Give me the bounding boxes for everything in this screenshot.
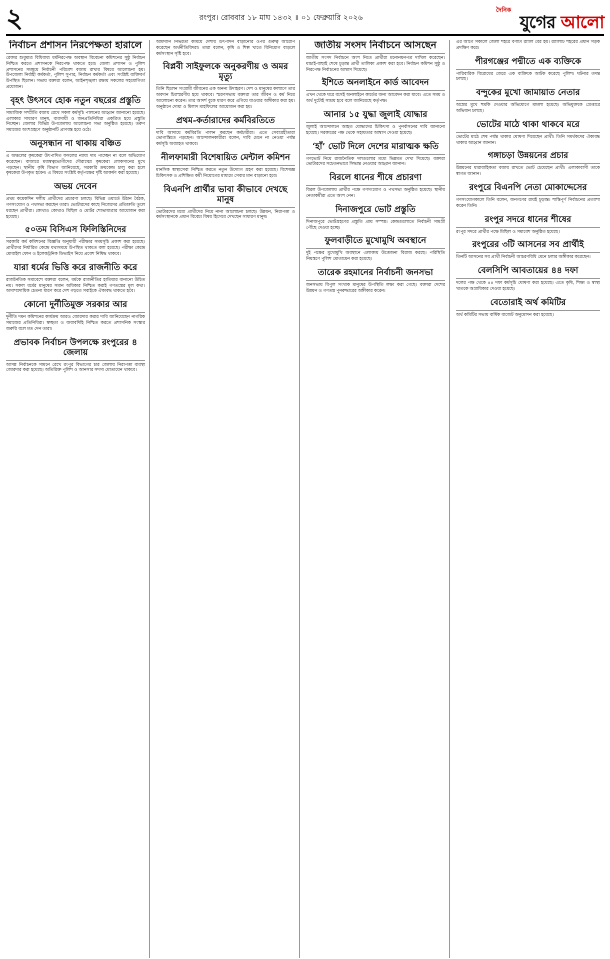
story-body <box>306 188 445 200</box>
column-4 <box>456 40 600 958</box>
news-story <box>456 119 600 147</box>
story-text: ভোটের মাঠে শেষ পর্যন্ত থাকার ঘোষণা দিয়েছেন প্রার্থী। তিনি সমর্থকদের ঐক্যবদ্ধ থাকার আহ্বান জানান। <box>456 134 600 146</box>
story-body <box>156 40 295 57</box>
news-story <box>306 77 445 105</box>
story-headline: রংপুর সদরে ধানের শীষের <box>456 214 600 228</box>
story-text: সামাজিক সম্প্রীতি বজায় রেখে সকল কর্মসূচি পালনের আহ্বান জানানো হয়েছে। এলাকার সাধারণ মানুষ, ব্যবসায়ী ও জনপ্রতিনিধিরা একত্রিত হয়ে প্রস্তুতি নিচ্ছেন। জেলার বিভিন্ন উপজেলায় আলোচনা সভা অনুষ্ঠিত হয়েছে। তরুণ সমাজের অংশগ্রহণে অনুষ্ঠানটি প্রাণবন্ত হয়ে ওঠে। <box>6 110 145 134</box>
news-story <box>456 87 600 115</box>
story-text: তিনটি আসনের সব প্রার্থী নির্বাচনী আচরণবিধি মেনে চলার অঙ্গীকার করেছেন। <box>456 255 591 261</box>
news-story <box>306 172 445 200</box>
story-text: দুর্নীতি দমন কমিশনের কার্যক্রম আরও জোরদার করার দাবি জানিয়েছেন নাগরিক সমাজের প্রতিনিধিরা। স্বচ্ছতা ও জবাবদিহি নিশ্চিত করতে প্রশাসনিক সংস্কার জরুরি বলে মত দেন তারা। <box>6 315 145 332</box>
story-body <box>156 210 295 222</box>
news-story <box>456 239 600 261</box>
news-story <box>6 262 145 295</box>
story-headline: বেলসিপি আবতায়ের ৪৪ দফা <box>456 265 600 279</box>
story-body <box>6 111 145 134</box>
column-1 <box>6 40 150 958</box>
news-story <box>306 109 445 137</box>
story-body <box>6 56 145 91</box>
story-body <box>156 131 295 148</box>
news-story <box>6 337 145 375</box>
story-body <box>456 281 600 293</box>
news-story <box>456 297 600 319</box>
story-body <box>6 363 145 375</box>
story-text: পারিবারিক বিরোধের জেরে এক ব্যক্তিকে আটক করেছে পুলিশ। ঘটনার তদন্ত চলছে। <box>456 71 600 83</box>
story-headline: দিনাজপুরে ভোট প্রস্তুতি <box>306 204 445 218</box>
news-story <box>306 141 445 169</box>
story-headline: গঙ্গাচড়া উন্নয়নের প্রচার <box>456 150 600 164</box>
story-text: এর আগে সকালে জেলা শহরে বর্ণাঢ্য র‍্যালি বের হয়। র‍্যালিটি শহরের প্রধান সড়ক প্রদক্ষিণ করে। <box>456 40 600 51</box>
story-text: রংপুর সদরে প্রার্থীর পক্ষে মিছিল ও সমাবেশ অনুষ্ঠিত হয়েছে। <box>456 229 560 235</box>
story-text: প্রথম কয়েকদিন দলীয় প্রার্থীদের প্রচারণা চলছে। বিভিন্ন ওয়ার্ডে উঠান বৈঠক, গণসংযোগ ও পথসভা করছেন তারা। ভোটারদের কাছে নিজেদের প্রতিশ্রুতি তুলে ধরছেন প্রার্থীরা। কোথাও কোথাও মিছিল ও মোটর শোভাযাত্রার আয়োজন করা হয়েছে। <box>6 197 145 220</box>
news-story <box>6 95 145 134</box>
story-text: দলের পক্ষ থেকে ৪৪ দফা কর্মসূচি ঘোষণা করা হয়েছে। এতে কৃষি, শিক্ষা ও স্বাস্থ্য খাতকে অগ্রাধিকার দেওয়া হয়েছে। <box>456 281 600 292</box>
story-body <box>306 125 445 137</box>
story-headline: বেতোরাই অর্থ কমিটির <box>456 297 600 311</box>
story-headline: অনুসন্ধান না থাকায় বঞ্চিত <box>6 138 145 152</box>
story-headline: ইশিতে অনলাইনে কার্ড আবেদন <box>306 77 445 91</box>
story-headline: রংপুরে বিএনপি নেতা মোকাদ্দেসের <box>456 182 600 196</box>
news-story <box>456 40 600 52</box>
story-text: রেফার শুধুমাত্র বিধিবাধ্য ধর্মনিরপেক্ষ অবস্থান বিবেচনা কমিশনের সুষ্ঠু নির্বাচন নিশ্চিত করতে প্রশাসনকে নিরপেক্ষ থাকতে হবে। জেলা প্রশাসন ও পুলিশ প্রশাসনের সমন্বয়ে নির্বাচনী পরিবেশ বজায় রাখার বিষয়ে আলোচনা হয়। উপজেলা নির্বাহী কর্মকর্তা, পুলিশ সুপার, নির্বাচন কর্মকর্তা এবং সংশ্লিষ্ট ব্যক্তিবর্গ উপস্থিত ছিলেন। সভায় বক্তারা বলেন, আইনশৃঙ্খলা রক্ষায় সকলের সহযোগিতা প্রয়োজন। <box>6 56 145 90</box>
column-2 <box>156 40 300 958</box>
story-text: ভোটারদের মধ্যে প্রার্থীদের নিয়ে নানা আলোচনা চলছে। উন্নয়ন, নিরাপত্তা ও কর্মসংস্থানকে প্রধান বিবেচ্য বিষয় হিসেবে দেখছেন সাধারণ মানুষ। <box>156 209 295 221</box>
story-headline: বৃহৎ উৎসবে হোক নতুন বছরের প্রস্তুতি <box>6 95 145 109</box>
story-headline: নির্বাচন প্রশাসন নিরপেক্ষতা হারালে <box>6 40 145 54</box>
story-text: এখন থেকে ঘরে বসেই অনলাইনে কার্ডের জন্য আবেদন করা যাবে। এতে সময় ও অর্থ দুটোই সাশ্রয় হবে বলে জানিয়েছে কর্তৃপক্ষ। <box>306 93 445 105</box>
story-headline: ৫০তম বিসিএস ফিলিস্তিনিদের <box>6 224 145 238</box>
news-story <box>456 214 600 236</box>
column-3 <box>306 40 450 958</box>
story-headline: ‘হাঁ’ ভোট দিলে দেশের মারাত্মক ক্ষতি <box>306 141 445 155</box>
story-text: অর্থ কমিটির সভায় বার্ষিক বাজেট অনুমোদন করা হয়েছে। <box>456 312 554 318</box>
story-text: জনসভায় বিপুল সংখ্যক মানুষের উপস্থিতি লক্ষ্য করা গেছে। বক্তারা দেশের উন্নয়ন ও গণতন্ত্র পুনরুদ্ধারের অঙ্গীকার করেন। <box>306 282 445 294</box>
news-story <box>456 265 600 293</box>
story-headline: প্রথম-কর্তারাদের কর্মবিরতিতে <box>156 115 295 129</box>
story-body <box>456 313 600 319</box>
news-story <box>156 152 295 180</box>
story-body <box>456 103 600 115</box>
dateline: রংপুর। রোববার ১৮ মাঘ ১৪৩২ ॥ ০১ ফেব্রুয়ারি ২০২৬ <box>199 13 363 22</box>
story-text: বিরল উপজেলায় প্রার্থীর পক্ষে গণসংযোগ ও পথসভা অনুষ্ঠিত হয়েছে। স্থানীয় নেতাকর্মীরা এতে অংশ নেন। <box>306 188 445 199</box>
story-body <box>6 154 145 177</box>
story-headline: বিএনপি প্রার্থীর ভাবা কীভাবে দেখছে মানুষ <box>156 184 295 208</box>
news-story <box>6 299 145 332</box>
story-headline: তারেক রহমানের নির্বাচনী জনসভা <box>306 267 445 281</box>
page-number: ২ <box>6 4 23 34</box>
story-body <box>456 135 600 147</box>
story-text: রাজনৈতিক সমাবেশে বক্তারা বলেন, ধর্মকে রাজনীতির হাতিয়ার বানানো উচিত নয়। সকল ধর্মের মানুষের সমান অধিকার নিশ্চিত করাই গণতন্ত্রের মূল কথা। অসাম্প্রদায়িক চেতনা ধারণ করে দেশ গড়তে সবাইকে ঐক্যবদ্ধ থাকতে হবে। <box>6 277 145 295</box>
story-body <box>456 230 600 236</box>
story-body <box>306 56 445 73</box>
story-headline: যারা ধর্মের ভিত্তি করে রাজনীতি করে <box>6 262 145 276</box>
news-story <box>6 40 145 91</box>
story-text: দুই পক্ষের মুখোমুখি অবস্থানে এলাকায় উত্তেজনা বিরাজ করছে। পরিস্থিতি নিয়ন্ত্রণে পুলিশ মোতায়েন করা হয়েছে। <box>306 251 445 263</box>
story-body <box>6 315 145 332</box>
story-headline: অভয় দেবেন <box>6 181 145 195</box>
story-headline: রংপুরের ৩টি আসনের সব প্রার্থীই <box>456 239 600 253</box>
story-text: মানসিক স্বাস্থ্যসেবা নিশ্চিত করতে নতুন উদ্যোগ গ্রহণ করা হয়েছে। বিশেষজ্ঞ চিকিৎসক ও প্রশিক্ষিত কর্মী নিয়োগের মাধ্যমে সেবার মান বাড়ানো হবে। <box>156 167 295 179</box>
story-text: আসন্ন নির্বাচনকে সামনে রেখে রংপুর বিভাগের চার জেলায় নিরাপত্তা ব্যবস্থা জোরদার করা হয়েছে। অতিরিক্ত পুলিশ ও আনসার সদস্য মোতায়েন থাকবে। <box>6 362 145 374</box>
story-headline: ফুলবাড়ীতে মুখোমুখি অবস্থানে <box>306 235 445 249</box>
story-text: অস্ত্রের মুখে হুমকি দেওয়ার অভিযোগে মামলা হয়েছে। অভিযুক্তকে গ্রেপ্তারে অভিযান চলছে। <box>456 103 600 114</box>
story-headline: পীরগঞ্জের পদ্মীতে এক ব্যক্তিকে <box>456 56 600 70</box>
story-body <box>306 93 445 105</box>
story-body <box>456 40 600 52</box>
logo-daily: দৈনিক <box>496 7 512 14</box>
story-body <box>456 72 600 84</box>
news-story <box>156 40 295 57</box>
logo-name-red: আলো <box>560 13 604 33</box>
news-story <box>456 150 600 178</box>
columns <box>6 40 604 958</box>
news-story <box>306 204 445 232</box>
news-story <box>156 61 295 110</box>
story-headline: বিরলে ধানের শীষে প্রচারণা <box>306 172 445 186</box>
story-body <box>456 166 600 178</box>
story-body <box>6 197 145 220</box>
story-text: জুলাই আন্দোলনে আহত যোদ্ধাদের চিকিৎসা ও পুনর্বাসনের দাবি জানানো হয়েছে। সরকারের পক্ষ থেকে সহায়তার আশ্বাস দেওয়া হয়েছে। <box>306 124 445 136</box>
news-story <box>6 138 145 177</box>
story-body <box>306 251 445 263</box>
news-story <box>6 224 145 257</box>
story-body <box>306 283 445 295</box>
story-body <box>156 168 295 180</box>
news-story <box>306 40 445 73</box>
story-headline: প্রভাবক নির্বাচন উপলক্ষে রংপুরের ৪ জেলায় <box>6 337 145 361</box>
news-story <box>6 181 145 220</box>
story-body <box>6 278 145 295</box>
news-story <box>306 235 445 263</box>
news-story <box>156 184 295 222</box>
story-headline: কোনো দুর্নীতিমুক্ত সরকার আর <box>6 299 145 313</box>
story-headline: নীলফামারী বিশেষায়িত মেন্টাল কমিশন <box>156 152 295 166</box>
story-text: আমদানি নির্ভরতা কমিয়ে দেশীয় উৎপাদন বাড়ানোর ওপর গুরুত্ব আরোপ করেছেন অর্থনীতিবিদরা। তারা বলেন, কৃষি ও শিল্প খাতে বিনিয়োগ বাড়লে কর্মসংস্থান সৃষ্টি হবে। <box>156 40 295 57</box>
masthead <box>6 4 604 36</box>
news-story <box>456 182 600 210</box>
story-text: এ অঞ্চলের কৃষকেরা উৎপাদিত ফসলের ন্যায্য দাম পাচ্ছেন না বলে অভিযোগ করেছেন। বাজারে মধ্যস্বত্বভোগীদের দৌরাত্ম্যে কৃষকেরা লোকসানের মুখে পড়ছেন। স্থানীয় কৃষি বিভাগ জানিয়েছে, সরকারি ক্রয়কেন্দ্র চালু করা হলে কৃষকেরা উপকৃত হবেন। এ বিষয়ে সংশ্লিষ্ট কর্তৃপক্ষের দৃষ্টি আকর্ষণ করা হয়েছে। <box>6 153 145 177</box>
story-body <box>456 255 600 261</box>
story-text: গণভোট নিয়ে রাজনৈতিক দলগুলোর মধ্যে ভিন্নমত দেখা দিয়েছে। বক্তারা ভোটারদের সচেতনভাবে সিদ্ধান্ত নেওয়ার আহ্বান জানান। <box>306 156 445 168</box>
story-headline: জাতীয় সংসদ নির্বাচনে আসছেন <box>306 40 445 54</box>
story-text: দাবি আদায়ে কর্মবিরতি পালন করছেন কর্মচারীরা। এতে সেবাগ্রহীতারা ভোগান্তিতে পড়ছেন। আন্দোলনকারীরা বলেন, দাবি মেনে না নেওয়া পর্যন্ত কর্মসূচি অব্যাহত থাকবে। <box>156 130 295 148</box>
story-body <box>456 198 600 210</box>
story-text: উন্নয়নের ধারাবাহিকতা বজায় রাখতে ভোট চেয়েছেন প্রার্থী। এলাকাবাসী তাকে স্বাগত জানান। <box>456 166 600 178</box>
story-headline: আনার ১৫ যুদ্ধা জুলাই যোদ্ধার <box>306 109 445 123</box>
story-headline: ভোটের মাঠে থাকা থাকবে মরে <box>456 119 600 133</box>
story-body <box>306 157 445 169</box>
story-text: জাতীয় সংসদ নির্বাচনে অংশ নিতে প্রার্থীরা মনোনয়নপত্র দাখিল করেছেন। যাচাই-বাছাই শেষে চূড়ান্ত প্রার্থী তালিকা প্রকাশ করা হবে। নির্বাচন কমিশন সুষ্ঠু ও নিরপেক্ষ নির্বাচনের আশ্বাস দিয়েছে। <box>306 56 445 73</box>
story-body <box>156 87 295 110</box>
story-body <box>6 240 145 257</box>
story-headline: বিপ্লবী সাইফুলকে অনুকরণীয় ও অমর মৃত্যু <box>156 61 295 85</box>
story-headline: বন্দুকের মুখো জামায়াত নেতার <box>456 87 600 101</box>
newspaper-logo <box>496 5 604 33</box>
news-story <box>156 115 295 148</box>
story-text: গণসংযোগকালে তিনি বলেন, জনগণের রায়ই চূড়ান্ত। শান্তিপূর্ণ নির্বাচনের প্রত্যাশা করেন তিনি। <box>456 197 600 209</box>
news-story <box>456 56 600 84</box>
story-text: দিনাজপুরে ভোটগ্রহণের প্রস্তুতি প্রায় সম্পন্ন। কেন্দ্রগুলোতে নির্বাচনী সামগ্রী পৌঁছে দেওয়া হচ্ছে। <box>306 219 445 231</box>
story-body <box>306 220 445 232</box>
news-story <box>306 267 445 295</box>
logo-name-black: যুগের <box>519 13 561 33</box>
story-text: সরকারি কর্ম কমিশনের বিজ্ঞপ্তি অনুযায়ী পরীক্ষার সময়সূচি প্রকাশ করা হয়েছে। প্রার্থীদের নির্ধারিত কেন্দ্রে যথাসময়ে উপস্থিত থাকতে বলা হয়েছে। পরীক্ষা কেন্দ্রে মোবাইল ফোন ও ইলেকট্রনিক ডিভাইস নিয়ে প্রবেশ নিষিদ্ধ থাকবে। <box>6 240 145 257</box>
logo-name <box>520 10 604 38</box>
story-text: তিনি ছিলেন সংগ্রামী জীবনের এক অনন্য উদাহরণ। দেশ ও মানুষের কল্যাণে তার অবদান চিরস্মরণীয় হয়ে থাকবে। স্মরণসভায় বক্তারা তার জীবন ও কর্ম নিয়ে আলোচনা করেন। তার আদর্শ বুকে ধারণ করে এগিয়ে যাওয়ার অঙ্গীকার করা হয়। অনুষ্ঠানে দোয়া ও মিলাদ মাহফিলের আয়োজন করা হয়। <box>156 87 295 110</box>
